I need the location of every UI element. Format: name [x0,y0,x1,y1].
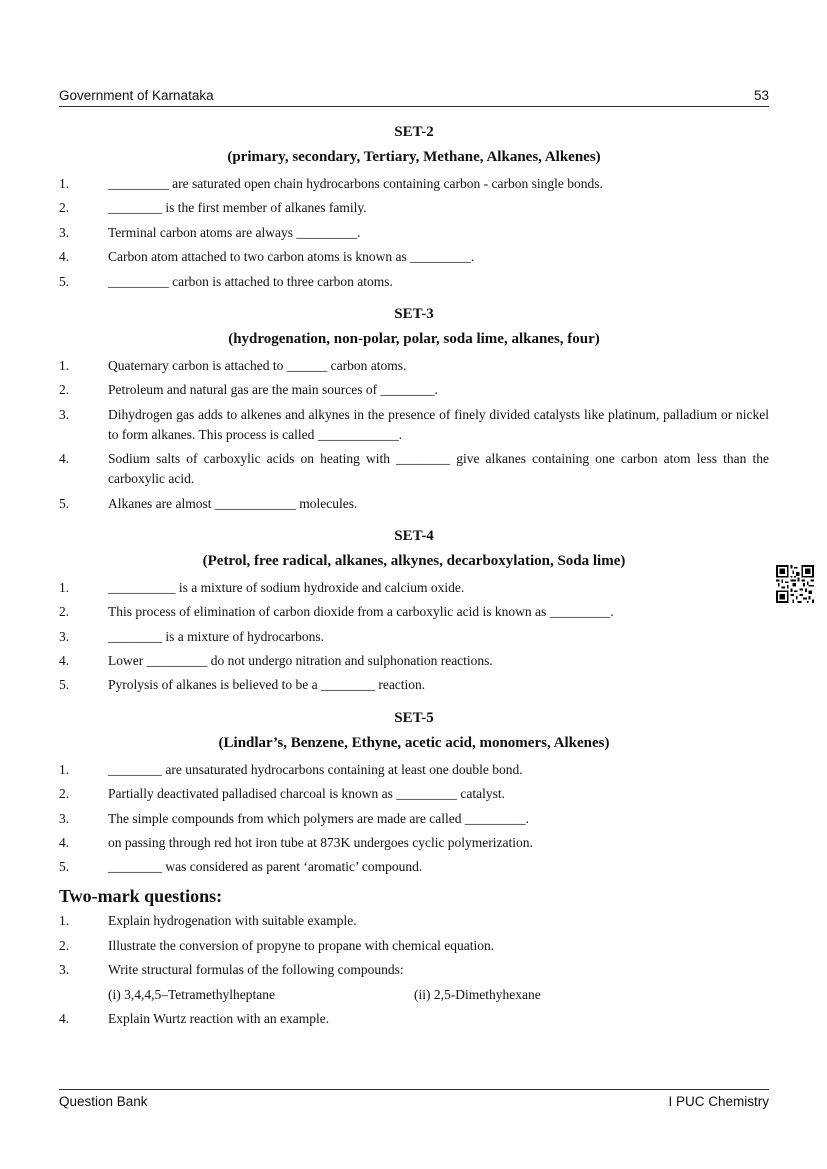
question-number: 1. [59,357,70,373]
question [59,651,769,671]
set-title: SET-5 [394,709,434,726]
set-word-bank: (Lindlar’s, Benzene, Ethyne, acetic acid, monomers, Alkenes) [218,734,610,751]
question-text: ________ is a mixture of hydrocarbons. [108,628,324,644]
question [59,809,769,829]
question [59,356,769,376]
question [59,833,769,853]
question-text: Sodium salts of carboxylic acids on heating with ________ give alkanes containing one carbon atom less than the carboxylic acid. [108,451,769,487]
question-number: 3. [59,224,70,240]
header-publisher: Government of Karnataka [59,88,214,103]
question-number: 3. [59,810,70,826]
question-number: 4. [59,249,70,265]
set-5 [59,709,769,878]
set-4 [59,527,769,696]
question-text: Write structural formulas of the following compounds: [108,962,404,978]
page-content [59,123,769,1033]
question-number: 5. [59,859,70,875]
set-word-bank: (primary, secondary, Tertiary, Methane, Alkanes, Alkenes) [227,149,601,165]
set-title: SET-3 [394,305,434,322]
question-text: Lower _________ do not undergo nitration and sulphonation reactions. [108,653,493,669]
question [59,911,769,931]
page-header [59,87,769,107]
question [59,223,769,243]
question-number: 5. [59,273,70,289]
question-number: 5. [59,495,70,511]
question-number: 3. [59,406,70,422]
question [59,272,769,292]
set-word-bank: (hydrogenation, non-polar, polar, soda lime, alkanes, four) [228,330,600,347]
page-footer [59,1089,769,1109]
question-text: __________ is a mixture of sodium hydroxide and calcium oxide. [108,579,465,595]
question-number: 4. [59,451,70,467]
question [59,247,769,267]
question-text: ________ was considered as parent ‘aromatic’ compound. [108,859,423,875]
question-text: Dihydrogen gas adds to alkenes and alkynes in the presence of finely divided catalysts like platinum, palladium or nickel to form alkanes. This process is called ____________. [108,406,769,442]
question-text: Illustrate the conversion of propyne to propane with chemical equation. [108,937,495,953]
question-number: 5. [59,677,70,693]
question-number: 1. [59,176,70,191]
question-number: 1. [59,579,70,595]
question-text: ________ is the first member of alkanes family. [108,200,367,216]
set-title: SET-4 [394,527,434,544]
question-text: Explain Wurtz reaction with an example. [108,1010,330,1026]
question-text: ________ are unsaturated hydrocarbons containing at least one double bond. [108,761,523,777]
question-number: 2. [59,382,70,398]
question [59,380,769,400]
question [59,1009,769,1029]
question [59,760,769,780]
question-text: This process of elimination of carbon dioxide from a carboxylic acid is known as _________. [108,604,614,620]
question-number: 1. [59,761,70,777]
question-number: 3. [59,628,70,644]
subpart-ii: (ii) 2,5-Dimethyhexane [414,986,541,1002]
footer-title: Question Bank [59,1094,148,1109]
question-text: Petroleum and natural gas are the main sources of ________. [108,382,438,398]
question [59,405,769,445]
question [59,578,769,598]
question-text: Explain hydrogenation with suitable example. [108,913,357,929]
question-number: 3. [59,962,70,978]
question-number: 2. [59,604,70,620]
question-number: 2. [59,937,70,953]
question-subparts [59,985,769,1005]
question-number: 1. [59,913,70,929]
qr-code-icon [776,565,814,603]
question [59,675,769,695]
question-text: Partially deactivated palladised charcoal is known as _________ catalyst. [108,786,506,802]
question-text: Pyrolysis of alkanes is believed to be a ________ reaction. [108,677,426,693]
question-number: 2. [59,200,70,216]
question-number: 4. [59,835,70,851]
question-text: Quaternary carbon is attached to ______ carbon atoms. [108,357,407,373]
question-text: Alkanes are almost ____________ molecules. [108,495,358,511]
set-title: SET-2 [394,124,434,140]
question-text: _________ carbon is attached to three carbon atoms. [108,273,393,289]
subpart-i: (i) 3,4,4,5–Tetramethylheptane [108,986,275,1002]
question-number: 4. [59,653,70,669]
question [59,174,769,194]
question-text: Carbon atom attached to two carbon atoms is known as _________. [108,249,475,265]
question-number: 2. [59,786,70,802]
question-text: on passing through red hot iron tube at 873K undergoes cyclic polymerization. [108,835,533,851]
question [59,627,769,647]
question-text: Terminal carbon atoms are always _________. [108,224,361,240]
question-number: 4. [59,1010,70,1026]
question [59,198,769,218]
question [59,602,769,622]
question-text: _________ are saturated open chain hydrocarbons containing carbon - carbon single bonds. [108,176,603,191]
page-number: 53 [753,88,769,103]
question [59,449,769,489]
set-3 [59,305,769,514]
set-2 [59,123,769,292]
question [59,784,769,804]
question [59,857,769,877]
footer-subject: I PUC Chemistry [668,1094,769,1109]
question [59,960,769,980]
question-text: The simple compounds from which polymers are made are called _________. [108,810,530,826]
question [59,936,769,956]
set-word-bank: (Petrol, free radical, alkanes, alkynes, decarboxylation, Soda lime) [202,552,626,569]
question [59,494,769,514]
two-mark-heading: Two-mark questions: [59,886,223,907]
